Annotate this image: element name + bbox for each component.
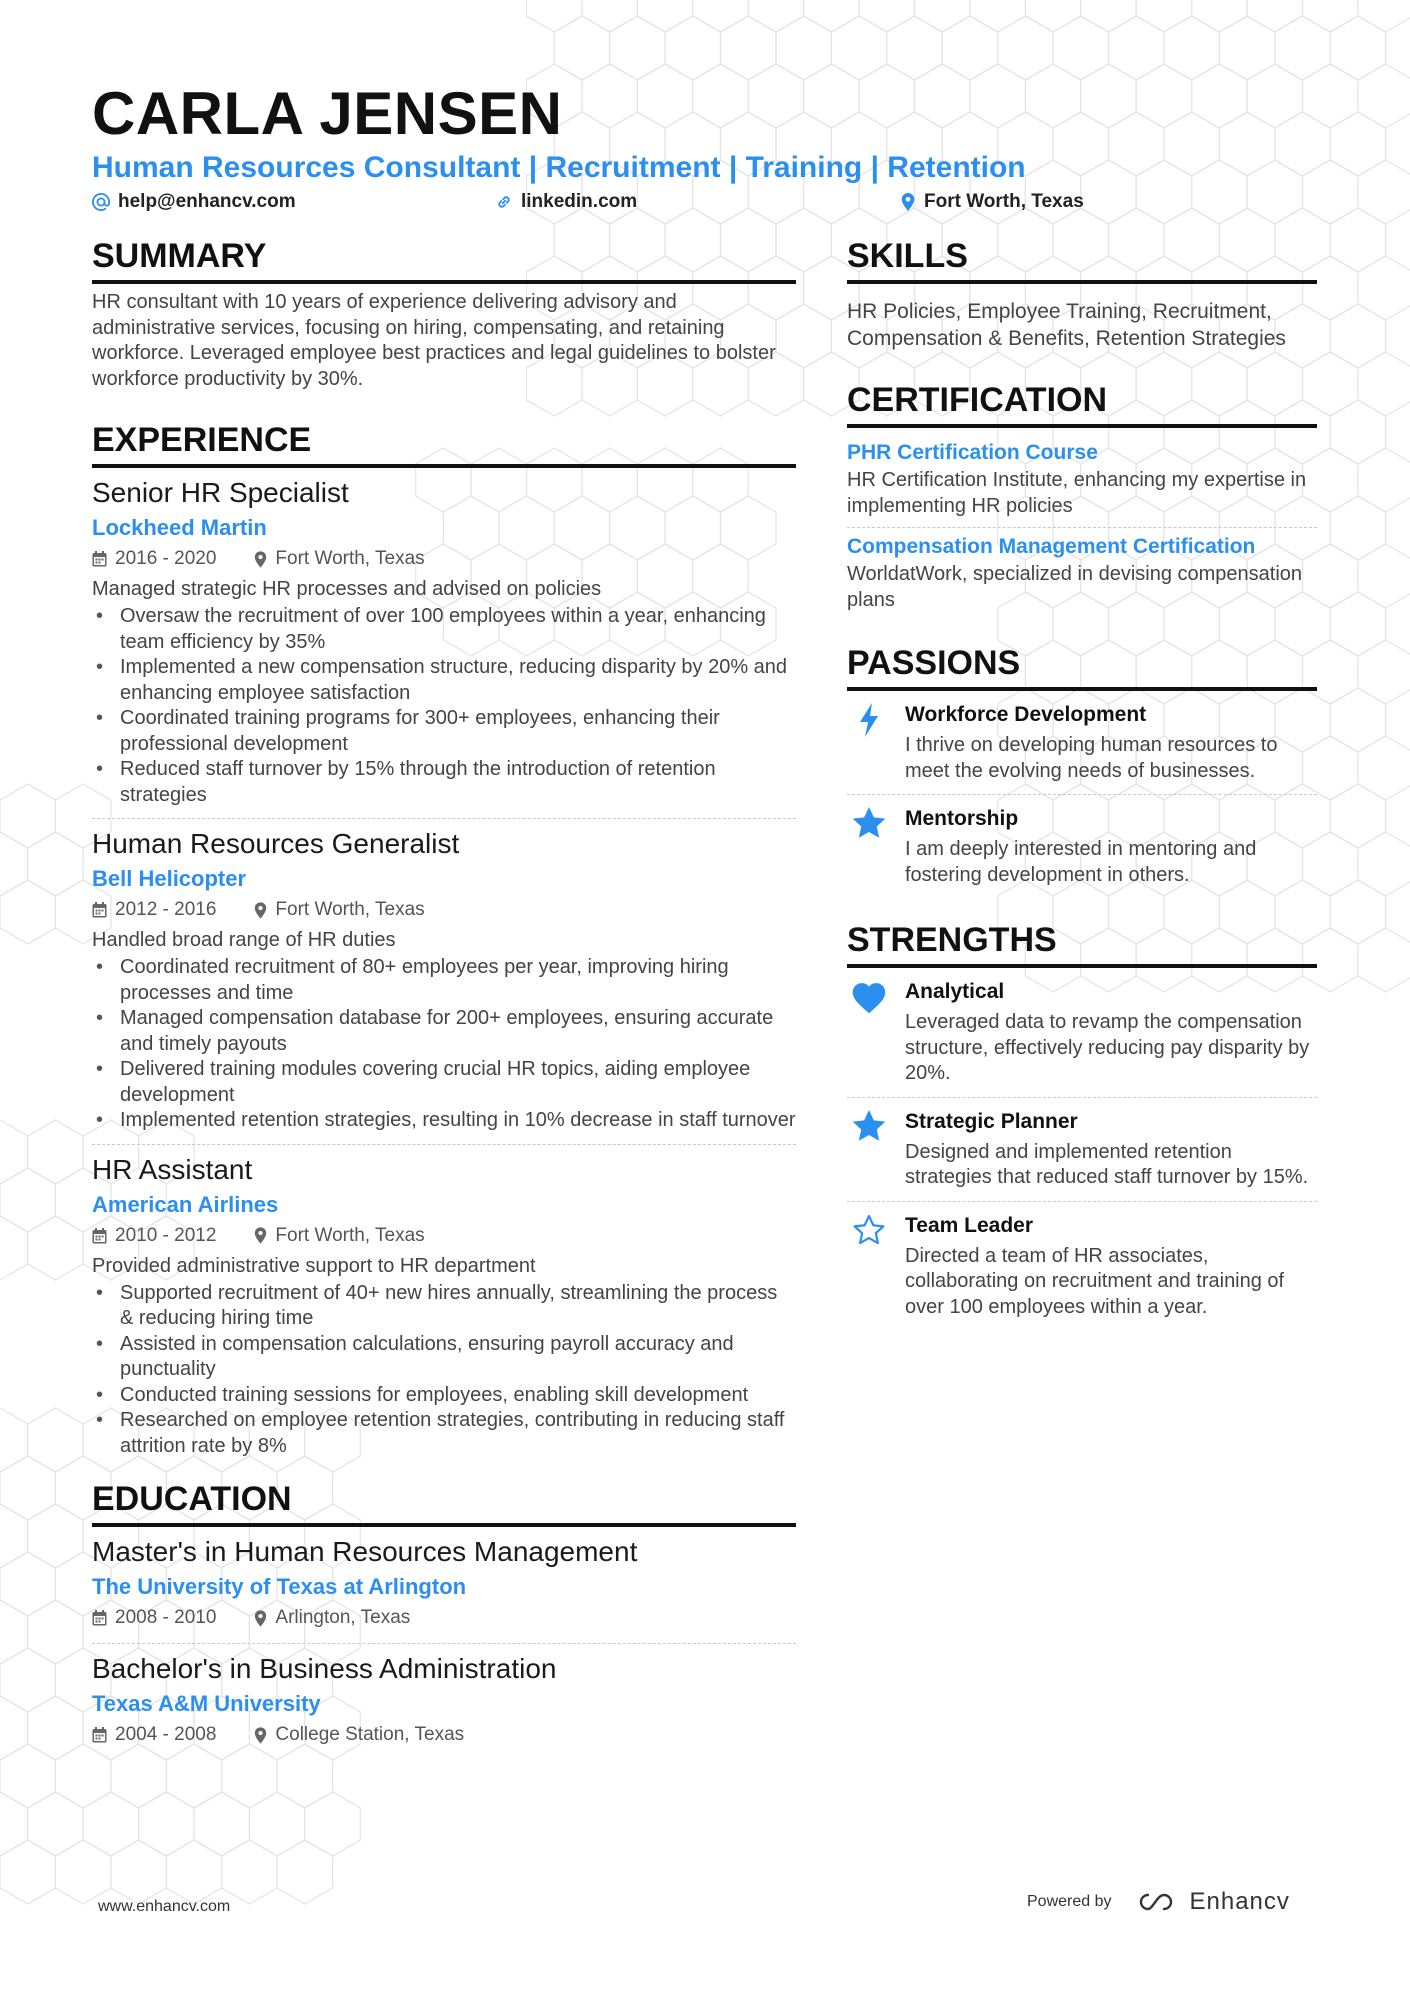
experience-list	[92, 474, 796, 1469]
certification-name: Compensation Management Certification	[847, 535, 1256, 558]
candidate-name: CARLA JENSEN	[92, 80, 563, 147]
contact-location	[900, 190, 1084, 214]
passions-description: I am deeply interested in mentoring and fostering development in others.	[905, 838, 1257, 886]
passions-list	[847, 691, 1317, 898]
location: Fort Worth, Texas	[275, 899, 425, 920]
location: College Station, Texas	[275, 1724, 465, 1745]
email-text: help@enhancv.com	[118, 191, 296, 212]
footer-website[interactable]: www.enhancv.com	[98, 1898, 231, 1915]
section-title-passions: PASSIONS	[847, 641, 1317, 691]
achievement-list	[92, 604, 796, 808]
star-outline-icon	[847, 1212, 891, 1321]
skills-section	[847, 234, 1317, 352]
passions-section	[847, 641, 1317, 898]
date-location-row	[92, 544, 796, 574]
map-pin-icon	[254, 1227, 267, 1244]
certification-list	[847, 434, 1317, 621]
achievement-item: • Conducted training sessions for employees, enabling skill development	[92, 1383, 796, 1409]
date-location-row	[92, 1221, 796, 1251]
strengths-entry-body	[905, 1108, 1317, 1191]
passions-entry-body	[905, 805, 1317, 888]
powered-by-label: Powered by	[1027, 1893, 1112, 1910]
education-list	[92, 1533, 796, 1760]
certification-description: HR Certification Institute, enhancing my expertise in implementing HR policies	[847, 469, 1307, 517]
right-column	[847, 234, 1317, 1330]
achievement-item: • Coordinated training programs for 300+ employees, enhancing their professional development	[92, 706, 796, 757]
date-range: 2010 - 2012	[115, 1224, 217, 1246]
achievement-item: • Coordinated recruitment of 80+ employees per year, improving hiring processes and time	[92, 955, 796, 1006]
calendar-icon	[92, 1610, 107, 1626]
calendar-icon	[92, 902, 107, 918]
footer-branding	[1027, 1888, 1290, 1916]
calendar-icon	[92, 1727, 107, 1743]
location: Arlington, Texas	[275, 1607, 411, 1628]
map-pin-icon	[254, 1727, 267, 1744]
certification-entry	[847, 434, 1317, 528]
strengths-entry-body	[905, 1212, 1317, 1321]
lightning-icon	[847, 701, 891, 784]
at-icon	[92, 193, 110, 211]
strengths-entry	[847, 1098, 1317, 1202]
headline: Human Resources Consultant | Recruitment | Training | Retention	[92, 151, 1026, 184]
strengths-list	[847, 968, 1317, 1330]
passions-title: Mentorship	[905, 807, 1019, 830]
experience-entry	[92, 474, 796, 819]
passions-entry	[847, 795, 1317, 898]
achievement-list	[92, 1281, 796, 1460]
section-title-summary: SUMMARY	[92, 234, 796, 284]
school-name: The University of Texas at Arlington	[92, 1574, 467, 1599]
experience-entry	[92, 825, 796, 1145]
achievement-item: • Managed compensation database for 200+ employees, ensuring accurate and timely payouts	[92, 1006, 796, 1057]
section-title-strengths: STRENGTHS	[847, 918, 1317, 968]
date-location-row	[92, 895, 796, 925]
certification-section	[847, 378, 1317, 621]
summary-text: HR consultant with 10 years of experience delivering advisory and administrative services, focusing on hiring, compensating, and retaining workforce. Leveraged employee best practices and legal guidelines to bolster workforce productivity by 30%.	[92, 291, 776, 390]
job-description: Managed strategic HR processes and advised on policies	[92, 578, 602, 600]
date-range: 2012 - 2016	[115, 899, 217, 920]
summary-section	[92, 234, 796, 392]
certification-name: PHR Certification Course	[847, 441, 1098, 464]
achievement-item: • Implemented a new compensation structure, reducing disparity by 20% and enhancing employee satisfaction	[92, 655, 796, 706]
degree: Master's in Human Resources Management	[92, 1536, 638, 1567]
calendar-icon	[92, 551, 107, 567]
company-name: Bell Helicopter	[92, 866, 247, 891]
calendar-icon	[92, 1228, 107, 1244]
job-title: HR Assistant	[92, 1153, 253, 1185]
date-location-row	[92, 1603, 796, 1633]
map-pin-icon	[254, 902, 267, 919]
location: Fort Worth, Texas	[275, 1224, 425, 1246]
passions-entry	[847, 691, 1317, 795]
date-range: 2016 - 2020	[115, 548, 217, 569]
contact-linkedin[interactable]	[495, 190, 637, 214]
location-text: Fort Worth, Texas	[924, 191, 1084, 212]
enhancv-logo-icon	[1134, 1890, 1182, 1914]
map-pin-icon	[254, 1610, 267, 1627]
education-entry	[92, 1650, 796, 1760]
achievement-item: • Supported recruitment of 40+ new hires annually, streamlining the process & reducing hiring time	[92, 1281, 796, 1332]
star-icon	[847, 1108, 891, 1191]
heart-icon	[847, 978, 891, 1087]
passions-entry-body	[905, 701, 1317, 784]
map-pin-icon	[254, 551, 267, 568]
strengths-title: Strategic Planner	[905, 1109, 1078, 1133]
strengths-entry	[847, 968, 1317, 1098]
certification-entry	[847, 528, 1317, 621]
contact-email[interactable]	[92, 190, 296, 214]
job-title: Human Resources Generalist	[92, 828, 460, 859]
star-icon	[847, 805, 891, 888]
strengths-entry	[847, 1202, 1317, 1331]
left-column	[92, 234, 796, 1760]
education-section	[92, 1477, 796, 1760]
date-range: 2004 - 2008	[115, 1724, 217, 1745]
brand-name: Enhancv	[1189, 1888, 1290, 1915]
brand-logo[interactable]	[1134, 1888, 1290, 1916]
date-range: 2008 - 2010	[115, 1607, 217, 1628]
strengths-title: Team Leader	[905, 1213, 1033, 1237]
strengths-title: Analytical	[905, 980, 1005, 1003]
location: Fort Worth, Texas	[275, 548, 425, 569]
achievement-item: • Implemented retention strategies, resulting in 10% decrease in staff turnover	[92, 1108, 796, 1134]
experience-section	[92, 418, 796, 1469]
section-title-education: EDUCATION	[92, 1477, 796, 1527]
achievement-item: • Researched on employee retention strategies, contributing in reducing staff attrition rate by 8%	[92, 1408, 796, 1459]
achievement-item: • Assisted in compensation calculations, ensuring payroll accuracy and punctuality	[92, 1332, 796, 1383]
strengths-description: Designed and implemented retention strategies that reduced staff turnover by 15%.	[905, 1140, 1309, 1188]
education-entry	[92, 1533, 796, 1644]
job-description: Handled broad range of HR duties	[92, 929, 396, 951]
passions-description: I thrive on developing human resources to meet the evolving needs of businesses.	[905, 734, 1278, 782]
skills-text: HR Policies, Employee Training, Recruitment, Compensation & Benefits, Retention Strategies	[847, 300, 1286, 350]
achievement-item: • Oversaw the recruitment of over 100 employees within a year, enhancing team efficiency by 35%	[92, 604, 796, 655]
section-title-certification: CERTIFICATION	[847, 378, 1317, 428]
company-name: American Airlines	[92, 1191, 279, 1217]
company-name: Lockheed Martin	[92, 515, 267, 540]
strengths-description: Leveraged data to revamp the compensation structure, effectively reducing pay disparity by 20%.	[905, 1011, 1310, 1084]
linkedin-text: linkedin.com	[521, 191, 638, 212]
certification-description: WorldatWork, specialized in devising compensation plans	[847, 563, 1303, 611]
achievement-item: • Reduced staff turnover by 15% through the introduction of retention strategies	[92, 757, 796, 808]
achievement-item: • Delivered training modules covering crucial HR topics, aiding employee development	[92, 1057, 796, 1108]
strengths-section	[847, 918, 1317, 1330]
section-title-skills: SKILLS	[847, 234, 1317, 284]
job-description: Provided administrative support to HR department	[92, 1254, 536, 1277]
school-name: Texas A&M University	[92, 1691, 321, 1716]
section-title-experience: EXPERIENCE	[92, 418, 796, 468]
passions-title: Workforce Development	[905, 703, 1147, 726]
job-title: Senior HR Specialist	[92, 477, 349, 508]
link-icon	[495, 193, 513, 211]
map-pin-icon	[900, 193, 916, 211]
strengths-entry-body	[905, 978, 1317, 1087]
degree: Bachelor's in Business Administration	[92, 1653, 557, 1684]
date-location-row	[92, 1720, 796, 1750]
experience-entry	[92, 1151, 796, 1470]
achievement-list	[92, 955, 796, 1134]
strengths-description: Directed a team of HR associates, collaborating on recruitment and training of over 100 employees within a year.	[905, 1244, 1285, 1318]
